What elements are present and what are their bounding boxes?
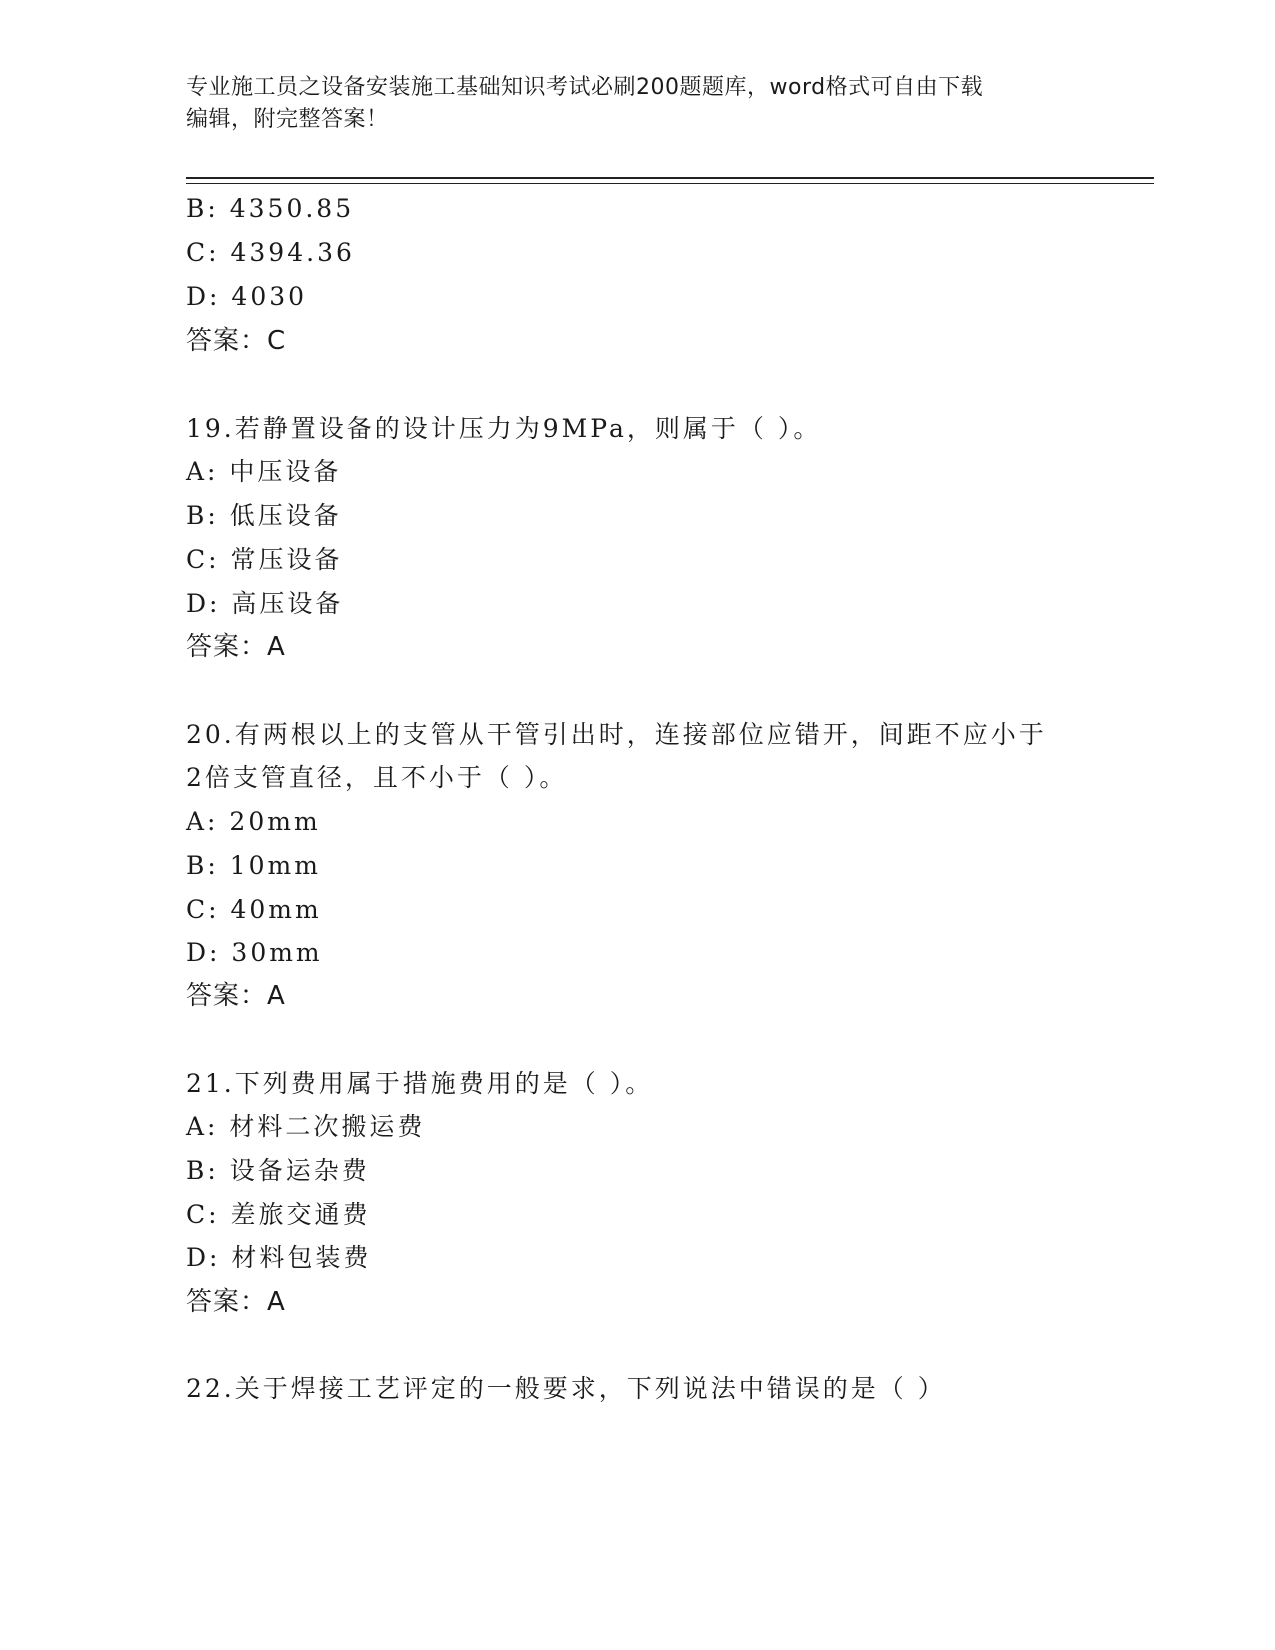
q21-option-c: C: 差旅交通费 <box>186 1200 371 1229</box>
q20-question-line-2: 2倍支管直径，且不小于（ ）。 <box>186 763 568 792</box>
q21-option-d: D: 材料包装费 <box>186 1243 372 1272</box>
q21-question: 21.下列费用属于措施费用的是（ ）。 <box>186 1069 654 1098</box>
q21-option-a: A: 材料二次搬运费 <box>186 1112 426 1141</box>
q21-answer: 答案：A <box>186 1287 286 1317</box>
q19-option-a: A: 中压设备 <box>186 457 342 486</box>
header-line-2: 编辑，附完整答案！ <box>186 107 389 132</box>
q19-question: 19.若静置设备的设计压力为9MPa，则属于（ ）。 <box>186 414 822 443</box>
q18-option-c: C: 4394.36 <box>186 238 355 267</box>
q18-option-b: B: 4350.85 <box>186 194 355 223</box>
q20-option-a: A: 20mm <box>186 807 321 836</box>
q20-option-b: B: 10mm <box>186 851 321 880</box>
q18-answer: 答案：C <box>186 326 287 356</box>
q19-option-d: D: 高压设备 <box>186 589 344 618</box>
q19-option-b: B: 低压设备 <box>186 501 342 530</box>
q20-option-d: D: 30mm <box>186 938 323 967</box>
q20-option-c: C: 40mm <box>186 895 322 924</box>
q20-question-line-1: 20.有两根以上的支管从干管引出时，连接部位应错开，间距不应小于 <box>186 720 1047 749</box>
q19-answer: 答案：A <box>186 632 286 662</box>
header-divider-thin <box>186 183 1154 184</box>
document-header <box>186 72 1086 136</box>
q19-option-c: C: 常压设备 <box>186 545 343 574</box>
q21-option-b: B: 设备运杂费 <box>186 1156 370 1185</box>
header-line-1: 专业施工员之设备安装施工基础知识考试必刷200题题库，word格式可自由下载 <box>186 75 984 100</box>
header-divider-thick <box>186 177 1154 179</box>
q18-option-d: D: 4030 <box>186 282 308 311</box>
q22-question: 22.关于焊接工艺评定的一般要求，下列说法中错误的是（ ） <box>186 1374 946 1403</box>
q20-answer: 答案：A <box>186 981 286 1011</box>
